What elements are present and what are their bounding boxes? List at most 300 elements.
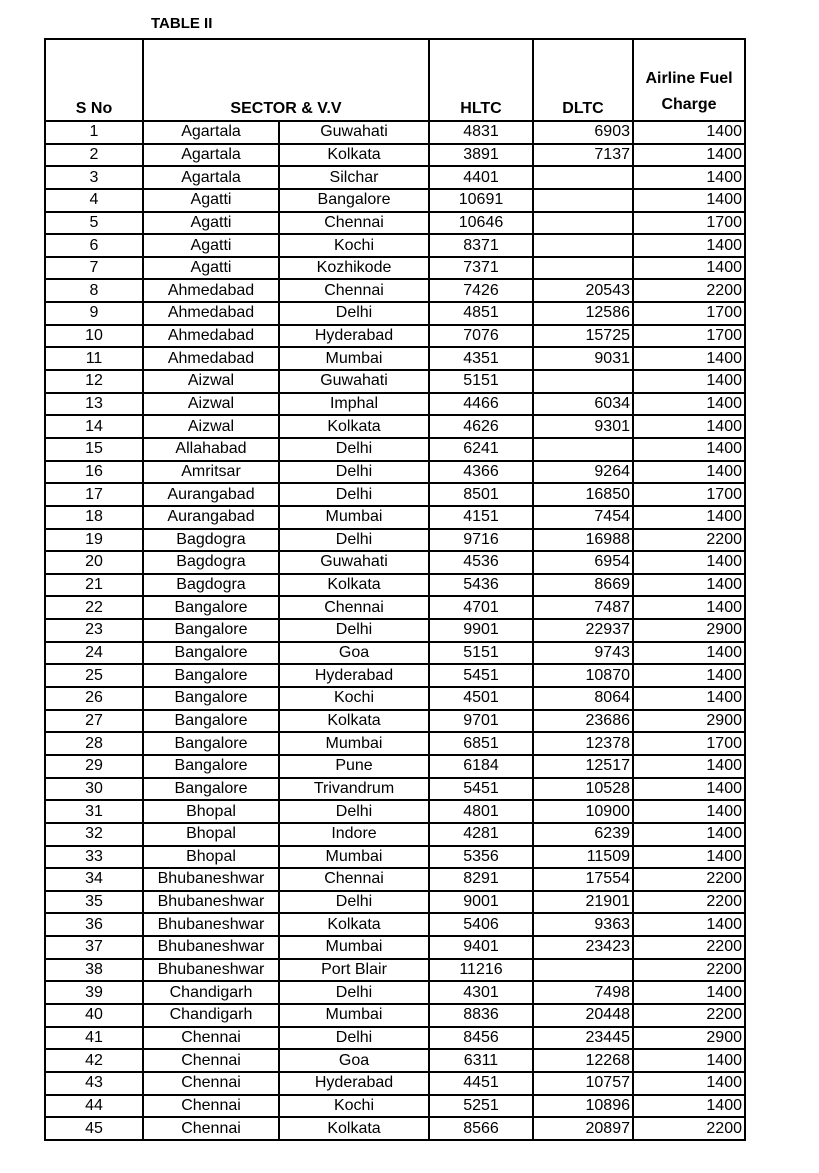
cell-hltc: 6241 xyxy=(429,438,533,461)
cell-from: Agatti xyxy=(143,257,279,280)
cell-sno: 30 xyxy=(45,778,143,801)
cell-fuel-charge: 1400 xyxy=(633,596,745,619)
cell-to: Kolkata xyxy=(279,415,429,438)
cell-sno: 31 xyxy=(45,800,143,823)
cell-from: Bagdogra xyxy=(143,551,279,574)
cell-to: Mumbai xyxy=(279,506,429,529)
cell-hltc: 4466 xyxy=(429,393,533,416)
cell-dltc: 8669 xyxy=(533,574,633,597)
table-row xyxy=(45,664,745,687)
cell-sno: 18 xyxy=(45,506,143,529)
table-row xyxy=(45,189,745,212)
table-row xyxy=(45,506,745,529)
cell-sno: 6 xyxy=(45,234,143,257)
cell-sno: 32 xyxy=(45,823,143,846)
table-row xyxy=(45,800,745,823)
cell-hltc: 4501 xyxy=(429,687,533,710)
table-row xyxy=(45,257,745,280)
cell-fuel-charge: 1400 xyxy=(633,755,745,778)
cell-fuel-charge: 1400 xyxy=(633,913,745,936)
cell-from: Agatti xyxy=(143,212,279,235)
cell-from: Ahmedabad xyxy=(143,279,279,302)
cell-from: Bangalore xyxy=(143,664,279,687)
cell-fuel-charge: 2200 xyxy=(633,936,745,959)
cell-from: Bhubaneshwar xyxy=(143,959,279,982)
cell-to: Mumbai xyxy=(279,936,429,959)
cell-hltc: 9701 xyxy=(429,710,533,733)
cell-from: Chennai xyxy=(143,1072,279,1095)
cell-hltc: 9001 xyxy=(429,891,533,914)
cell-from: Bangalore xyxy=(143,710,279,733)
cell-fuel-charge: 2200 xyxy=(633,1004,745,1027)
cell-to: Chennai xyxy=(279,868,429,891)
cell-sno: 20 xyxy=(45,551,143,574)
table-row xyxy=(45,234,745,257)
cell-from: Chennai xyxy=(143,1027,279,1050)
table-body xyxy=(45,121,745,1140)
cell-fuel-charge: 1400 xyxy=(633,257,745,280)
table-row xyxy=(45,778,745,801)
cell-hltc: 5151 xyxy=(429,370,533,393)
cell-fuel-charge: 1400 xyxy=(633,642,745,665)
cell-to: Kochi xyxy=(279,1095,429,1118)
cell-sno: 8 xyxy=(45,279,143,302)
cell-sno: 13 xyxy=(45,393,143,416)
cell-hltc: 4401 xyxy=(429,166,533,189)
cell-fuel-charge: 1400 xyxy=(633,415,745,438)
cell-fuel-charge: 1400 xyxy=(633,823,745,846)
cell-fuel-charge: 1400 xyxy=(633,800,745,823)
cell-sno: 5 xyxy=(45,212,143,235)
cell-sno: 15 xyxy=(45,438,143,461)
cell-fuel-charge: 1400 xyxy=(633,778,745,801)
cell-sno: 41 xyxy=(45,1027,143,1050)
table-row xyxy=(45,302,745,325)
cell-hltc: 5356 xyxy=(429,846,533,869)
cell-from: Bhubaneshwar xyxy=(143,868,279,891)
cell-dltc xyxy=(533,370,633,393)
cell-to: Delhi xyxy=(279,619,429,642)
cell-to: Mumbai xyxy=(279,1004,429,1027)
cell-from: Amritsar xyxy=(143,461,279,484)
cell-fuel-charge: 2200 xyxy=(633,1117,745,1140)
cell-sno: 36 xyxy=(45,913,143,936)
cell-fuel-charge: 2200 xyxy=(633,529,745,552)
cell-dltc: 12586 xyxy=(533,302,633,325)
cell-to: Pune xyxy=(279,755,429,778)
cell-to: Imphal xyxy=(279,393,429,416)
cell-fuel-charge: 1400 xyxy=(633,461,745,484)
table-row xyxy=(45,1004,745,1027)
cell-to: Chennai xyxy=(279,212,429,235)
cell-to: Bangalore xyxy=(279,189,429,212)
cell-sno: 26 xyxy=(45,687,143,710)
table-row xyxy=(45,415,745,438)
cell-dltc: 6903 xyxy=(533,121,633,144)
cell-sno: 9 xyxy=(45,302,143,325)
cell-to: Delhi xyxy=(279,438,429,461)
cell-dltc: 20543 xyxy=(533,279,633,302)
table-row xyxy=(45,1072,745,1095)
header-fuel-charge xyxy=(633,39,745,121)
cell-fuel-charge: 2900 xyxy=(633,619,745,642)
cell-dltc: 20448 xyxy=(533,1004,633,1027)
cell-to: Guwahati xyxy=(279,370,429,393)
table-row xyxy=(45,823,745,846)
table-row xyxy=(45,551,745,574)
cell-to: Kochi xyxy=(279,234,429,257)
cell-from: Agartala xyxy=(143,121,279,144)
cell-dltc: 20897 xyxy=(533,1117,633,1140)
cell-to: Indore xyxy=(279,823,429,846)
table-row xyxy=(45,461,745,484)
cell-sno: 39 xyxy=(45,981,143,1004)
cell-hltc: 11216 xyxy=(429,959,533,982)
cell-dltc: 9363 xyxy=(533,913,633,936)
cell-hltc: 7076 xyxy=(429,325,533,348)
cell-to: Kolkata xyxy=(279,574,429,597)
cell-fuel-charge: 1400 xyxy=(633,189,745,212)
cell-hltc: 9401 xyxy=(429,936,533,959)
cell-sno: 3 xyxy=(45,166,143,189)
cell-fuel-charge: 1700 xyxy=(633,212,745,235)
cell-dltc: 7454 xyxy=(533,506,633,529)
cell-from: Bangalore xyxy=(143,619,279,642)
cell-dltc xyxy=(533,234,633,257)
cell-dltc: 15725 xyxy=(533,325,633,348)
table-row xyxy=(45,325,745,348)
table-row xyxy=(45,1027,745,1050)
cell-from: Bagdogra xyxy=(143,529,279,552)
cell-fuel-charge: 1400 xyxy=(633,506,745,529)
cell-sno: 4 xyxy=(45,189,143,212)
table-title: TABLE II xyxy=(151,15,213,32)
cell-to: Delhi xyxy=(279,461,429,484)
cell-to: Goa xyxy=(279,1049,429,1072)
cell-dltc: 10900 xyxy=(533,800,633,823)
cell-to: Kozhikode xyxy=(279,257,429,280)
cell-hltc: 8566 xyxy=(429,1117,533,1140)
cell-hltc: 4831 xyxy=(429,121,533,144)
cell-dltc: 23686 xyxy=(533,710,633,733)
cell-from: Chennai xyxy=(143,1049,279,1072)
cell-to: Trivandrum xyxy=(279,778,429,801)
cell-dltc: 10757 xyxy=(533,1072,633,1095)
cell-dltc: 6954 xyxy=(533,551,633,574)
cell-hltc: 5406 xyxy=(429,913,533,936)
cell-fuel-charge: 1400 xyxy=(633,1072,745,1095)
cell-sno: 11 xyxy=(45,347,143,370)
cell-from: Ahmedabad xyxy=(143,325,279,348)
cell-dltc xyxy=(533,212,633,235)
cell-dltc: 8064 xyxy=(533,687,633,710)
cell-dltc: 6239 xyxy=(533,823,633,846)
cell-hltc: 10691 xyxy=(429,189,533,212)
cell-dltc: 11509 xyxy=(533,846,633,869)
cell-fuel-charge: 1400 xyxy=(633,438,745,461)
header-hltc: HLTC xyxy=(429,39,533,121)
cell-hltc: 8501 xyxy=(429,483,533,506)
table-row xyxy=(45,846,745,869)
table-row xyxy=(45,121,745,144)
cell-from: Bhopal xyxy=(143,846,279,869)
cell-hltc: 4281 xyxy=(429,823,533,846)
table-row xyxy=(45,981,745,1004)
cell-hltc: 8836 xyxy=(429,1004,533,1027)
table-row xyxy=(45,959,745,982)
table-row xyxy=(45,596,745,619)
cell-hltc: 3891 xyxy=(429,144,533,167)
cell-dltc: 9301 xyxy=(533,415,633,438)
table-row xyxy=(45,279,745,302)
table-row xyxy=(45,1117,745,1140)
cell-hltc: 4701 xyxy=(429,596,533,619)
cell-dltc: 9031 xyxy=(533,347,633,370)
cell-fuel-charge: 1400 xyxy=(633,981,745,1004)
cell-to: Delhi xyxy=(279,981,429,1004)
cell-dltc xyxy=(533,166,633,189)
cell-to: Kolkata xyxy=(279,144,429,167)
cell-to: Hyderabad xyxy=(279,325,429,348)
cell-sno: 35 xyxy=(45,891,143,914)
cell-fuel-charge: 1400 xyxy=(633,687,745,710)
cell-dltc: 6034 xyxy=(533,393,633,416)
cell-sno: 21 xyxy=(45,574,143,597)
table-row xyxy=(45,868,745,891)
cell-hltc: 9901 xyxy=(429,619,533,642)
cell-fuel-charge: 1400 xyxy=(633,1095,745,1118)
cell-hltc: 6851 xyxy=(429,732,533,755)
cell-from: Bhubaneshwar xyxy=(143,913,279,936)
cell-fuel-charge: 1400 xyxy=(633,393,745,416)
cell-to: Guwahati xyxy=(279,121,429,144)
cell-sno: 12 xyxy=(45,370,143,393)
cell-dltc: 21901 xyxy=(533,891,633,914)
cell-fuel-charge: 2200 xyxy=(633,959,745,982)
cell-from: Agartala xyxy=(143,144,279,167)
cell-sno: 16 xyxy=(45,461,143,484)
table-row xyxy=(45,936,745,959)
cell-dltc: 10896 xyxy=(533,1095,633,1118)
cell-sno: 28 xyxy=(45,732,143,755)
cell-hltc: 4151 xyxy=(429,506,533,529)
cell-hltc: 4626 xyxy=(429,415,533,438)
cell-to: Delhi xyxy=(279,800,429,823)
cell-dltc: 16988 xyxy=(533,529,633,552)
cell-fuel-charge: 2200 xyxy=(633,279,745,302)
cell-fuel-charge: 2200 xyxy=(633,868,745,891)
header-fuel-line2: Charge xyxy=(661,96,717,113)
cell-to: Guwahati xyxy=(279,551,429,574)
table-row xyxy=(45,438,745,461)
cell-to: Kolkata xyxy=(279,913,429,936)
cell-fuel-charge: 1700 xyxy=(633,732,745,755)
cell-from: Ahmedabad xyxy=(143,347,279,370)
fare-table xyxy=(44,38,746,1141)
cell-to: Mumbai xyxy=(279,347,429,370)
cell-to: Kolkata xyxy=(279,1117,429,1140)
cell-hltc: 4536 xyxy=(429,551,533,574)
cell-sno: 44 xyxy=(45,1095,143,1118)
cell-sno: 38 xyxy=(45,959,143,982)
cell-hltc: 4801 xyxy=(429,800,533,823)
cell-dltc: 16850 xyxy=(533,483,633,506)
cell-sno: 24 xyxy=(45,642,143,665)
table-row xyxy=(45,1049,745,1072)
table-row xyxy=(45,755,745,778)
cell-dltc: 9743 xyxy=(533,642,633,665)
cell-to: Delhi xyxy=(279,302,429,325)
cell-hltc: 4851 xyxy=(429,302,533,325)
cell-hltc: 7426 xyxy=(429,279,533,302)
table-row xyxy=(45,212,745,235)
cell-from: Aizwal xyxy=(143,393,279,416)
cell-dltc: 10528 xyxy=(533,778,633,801)
cell-from: Chandigarh xyxy=(143,1004,279,1027)
cell-fuel-charge: 1400 xyxy=(633,144,745,167)
cell-dltc: 7498 xyxy=(533,981,633,1004)
cell-sno: 34 xyxy=(45,868,143,891)
cell-sno: 33 xyxy=(45,846,143,869)
cell-to: Port Blair xyxy=(279,959,429,982)
cell-fuel-charge: 1700 xyxy=(633,483,745,506)
cell-to: Silchar xyxy=(279,166,429,189)
cell-hltc: 5151 xyxy=(429,642,533,665)
cell-fuel-charge: 1400 xyxy=(633,664,745,687)
cell-hltc: 8456 xyxy=(429,1027,533,1050)
cell-dltc: 9264 xyxy=(533,461,633,484)
cell-sno: 22 xyxy=(45,596,143,619)
cell-from: Bhopal xyxy=(143,800,279,823)
cell-fuel-charge: 1400 xyxy=(633,1049,745,1072)
cell-hltc: 6184 xyxy=(429,755,533,778)
cell-to: Mumbai xyxy=(279,732,429,755)
cell-sno: 19 xyxy=(45,529,143,552)
cell-from: Chennai xyxy=(143,1095,279,1118)
cell-hltc: 5436 xyxy=(429,574,533,597)
table-row xyxy=(45,166,745,189)
cell-dltc: 7137 xyxy=(533,144,633,167)
cell-from: Aizwal xyxy=(143,415,279,438)
header-sector: SECTOR & V.V xyxy=(143,39,429,121)
cell-dltc: 23423 xyxy=(533,936,633,959)
table-row xyxy=(45,393,745,416)
cell-from: Agatti xyxy=(143,189,279,212)
cell-hltc: 10646 xyxy=(429,212,533,235)
table-row xyxy=(45,619,745,642)
cell-hltc: 4451 xyxy=(429,1072,533,1095)
cell-to: Chennai xyxy=(279,596,429,619)
cell-to: Mumbai xyxy=(279,846,429,869)
cell-hltc: 5451 xyxy=(429,664,533,687)
header-sno: S No xyxy=(45,39,143,121)
cell-sno: 40 xyxy=(45,1004,143,1027)
table-row xyxy=(45,913,745,936)
cell-dltc xyxy=(533,959,633,982)
cell-fuel-charge: 1700 xyxy=(633,302,745,325)
cell-from: Bangalore xyxy=(143,755,279,778)
cell-dltc: 10870 xyxy=(533,664,633,687)
table-row xyxy=(45,732,745,755)
table-row xyxy=(45,347,745,370)
cell-from: Bangalore xyxy=(143,732,279,755)
table-row xyxy=(45,574,745,597)
cell-fuel-charge: 1400 xyxy=(633,574,745,597)
cell-sno: 25 xyxy=(45,664,143,687)
cell-from: Allahabad xyxy=(143,438,279,461)
cell-sno: 45 xyxy=(45,1117,143,1140)
cell-sno: 10 xyxy=(45,325,143,348)
cell-to: Delhi xyxy=(279,1027,429,1050)
cell-to: Goa xyxy=(279,642,429,665)
cell-dltc: 22937 xyxy=(533,619,633,642)
cell-to: Hyderabad xyxy=(279,664,429,687)
cell-sno: 2 xyxy=(45,144,143,167)
cell-sno: 1 xyxy=(45,121,143,144)
cell-dltc: 12378 xyxy=(533,732,633,755)
cell-from: Bangalore xyxy=(143,642,279,665)
cell-dltc xyxy=(533,189,633,212)
cell-fuel-charge: 1400 xyxy=(633,166,745,189)
table-row xyxy=(45,642,745,665)
cell-fuel-charge: 1400 xyxy=(633,347,745,370)
cell-fuel-charge: 1700 xyxy=(633,325,745,348)
cell-dltc: 17554 xyxy=(533,868,633,891)
cell-hltc: 4301 xyxy=(429,981,533,1004)
cell-hltc: 4351 xyxy=(429,347,533,370)
cell-fuel-charge: 2900 xyxy=(633,710,745,733)
cell-from: Chennai xyxy=(143,1117,279,1140)
cell-hltc: 5451 xyxy=(429,778,533,801)
cell-fuel-charge: 1400 xyxy=(633,551,745,574)
cell-to: Hyderabad xyxy=(279,1072,429,1095)
table-row xyxy=(45,144,745,167)
cell-to: Kolkata xyxy=(279,710,429,733)
cell-fuel-charge: 1400 xyxy=(633,846,745,869)
cell-fuel-charge: 1400 xyxy=(633,234,745,257)
cell-hltc: 7371 xyxy=(429,257,533,280)
header-dltc: DLTC xyxy=(533,39,633,121)
cell-to: Delhi xyxy=(279,891,429,914)
cell-hltc: 6311 xyxy=(429,1049,533,1072)
cell-hltc: 8371 xyxy=(429,234,533,257)
cell-sno: 29 xyxy=(45,755,143,778)
cell-dltc xyxy=(533,257,633,280)
table-row xyxy=(45,710,745,733)
cell-to: Delhi xyxy=(279,529,429,552)
cell-from: Agatti xyxy=(143,234,279,257)
cell-from: Bangalore xyxy=(143,596,279,619)
cell-from: Bhopal xyxy=(143,823,279,846)
table-row xyxy=(45,1095,745,1118)
cell-dltc: 12517 xyxy=(533,755,633,778)
cell-sno: 37 xyxy=(45,936,143,959)
cell-dltc: 23445 xyxy=(533,1027,633,1050)
table-row xyxy=(45,483,745,506)
cell-sno: 27 xyxy=(45,710,143,733)
cell-sno: 23 xyxy=(45,619,143,642)
table-row xyxy=(45,891,745,914)
cell-from: Bagdogra xyxy=(143,574,279,597)
cell-sno: 17 xyxy=(45,483,143,506)
cell-to: Chennai xyxy=(279,279,429,302)
table-row xyxy=(45,687,745,710)
cell-from: Bangalore xyxy=(143,778,279,801)
cell-from: Aurangabad xyxy=(143,483,279,506)
cell-fuel-charge: 2900 xyxy=(633,1027,745,1050)
cell-dltc: 12268 xyxy=(533,1049,633,1072)
header-row xyxy=(45,39,745,121)
